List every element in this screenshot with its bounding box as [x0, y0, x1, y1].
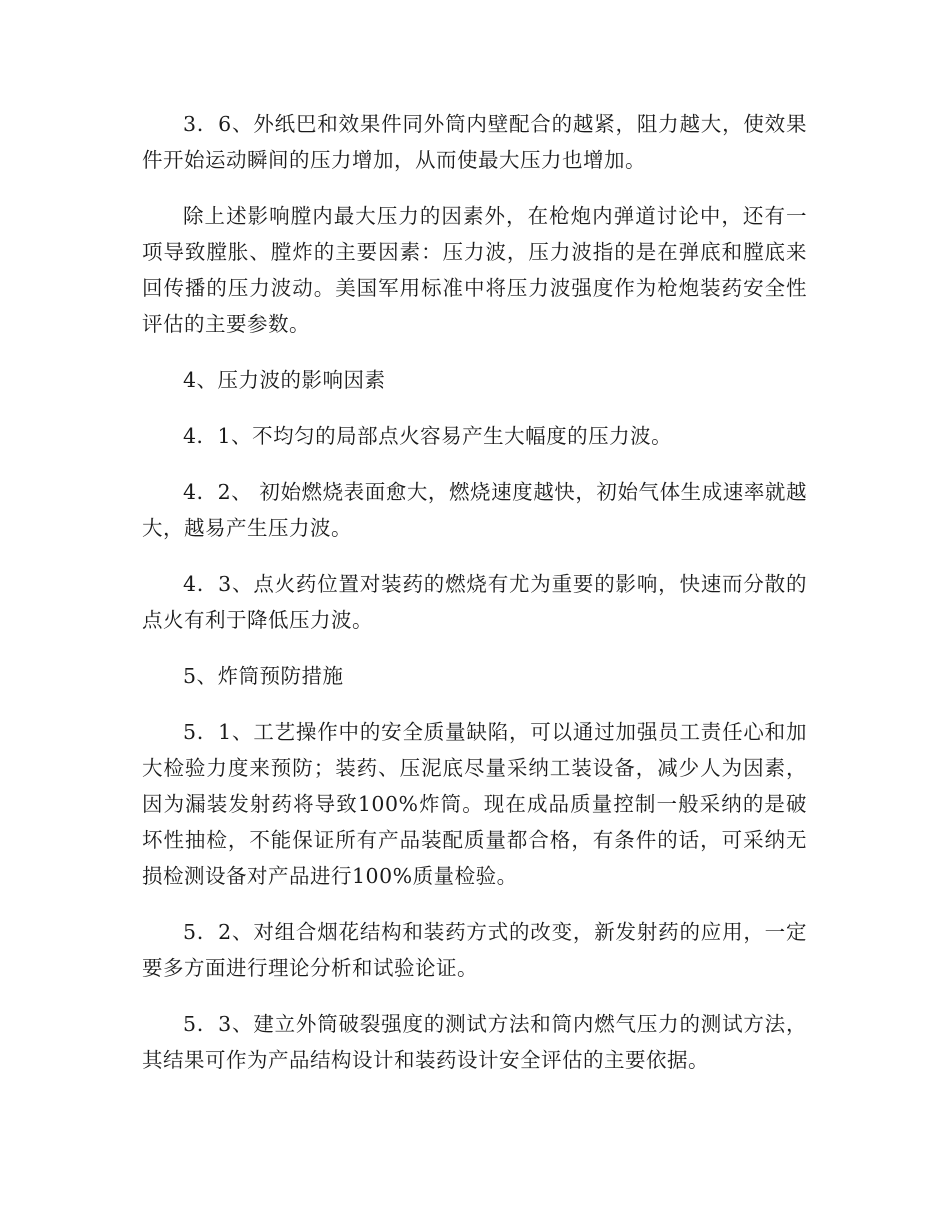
paragraph-gap: [142, 342, 807, 362]
paragraph-5-3: 5．3、建立外筒破裂强度的测试方法和筒内燃气压力的测试方法，其结果可作为产品结构设计和装药设计安全评估的主要依据。: [142, 1012, 807, 1072]
paragraph-gap: [142, 638, 807, 658]
paragraph-gap: [142, 986, 807, 1006]
paragraph-gap: [142, 546, 807, 566]
paragraph-5-1: 5．1、工艺操作中的安全质量缺陷，可以通过加强员工责任心和加大检验力度来预防；装药、压泥底尽量采纳工装设备，减少人为因素，因为漏装发射药将导致100%炸筒。现在成品质量控制一般采纳的是破坏性抽检，不能保证所有产品装配质量都合格，有条件的话，可采纳无损检测设备对产品进行100%质量检验。: [142, 720, 807, 888]
paragraph-gap: [142, 178, 807, 198]
paragraph-4-1: 4．1、不均匀的局部点火容易产生大幅度的压力波。: [183, 424, 673, 448]
heading-section-4: 4、压力波的影响因素: [183, 368, 386, 392]
heading-section-5: 5、炸筒预防措施: [183, 664, 344, 688]
paragraph-3-6: 3．6、外纸巴和效果件同外筒内壁配合的越紧，阻力越大，使效果件开始运动瞬间的压力增加，从而使最大压力也增加。: [142, 112, 807, 172]
paragraph-gap: [142, 398, 807, 418]
paragraph-4-2: 4．2、 初始燃烧表面愈大，燃烧速度越快，初始气体生成速率就越大，越易产生压力波。: [142, 480, 807, 540]
paragraph-gap: [142, 694, 807, 714]
document-body: [142, 106, 807, 1078]
paragraph-gap: [142, 454, 807, 474]
paragraph-pressure-wave-intro: 除上述影响膛内最大压力的因素外，在枪炮内弹道讨论中，还有一项导致膛胀、膛炸的主要因素：压力波，压力波指的是在弹底和膛底来回传播的压力波动。美国军用标准中将压力波强度作为枪炮装药安全性评估的主要参数。: [142, 204, 807, 336]
paragraph-gap: [142, 894, 807, 914]
paragraph-4-3: 4．3、点火药位置对装药的燃烧有尤为重要的影响，快速而分散的点火有利于降低压力波。: [142, 572, 807, 632]
paragraph-5-2: 5．2、对组合烟花结构和装药方式的改变，新发射药的应用，一定要多方面进行理论分析和试验论证。: [142, 920, 807, 980]
